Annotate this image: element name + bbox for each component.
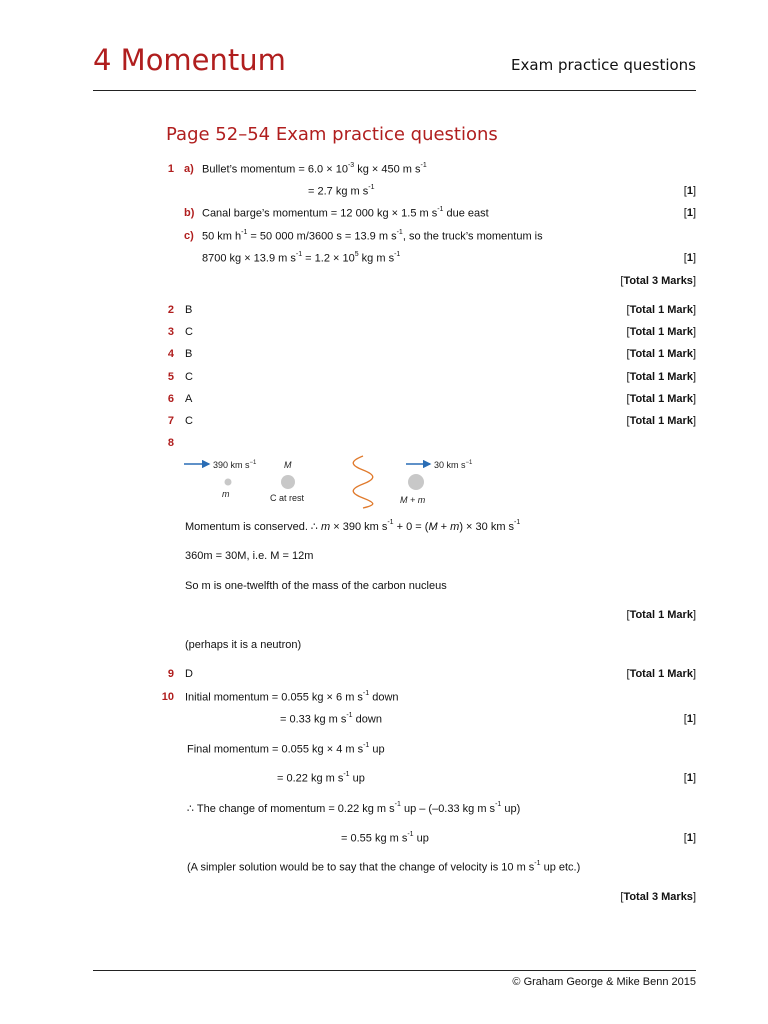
- question-number-2: 2: [167, 304, 174, 316]
- q8-line1: Momentum is conserved. ∴ m × 390 km $s^{-1} + 0 = (M + m) \times 30$ km $s^{-1}$: [185, 519, 521, 533]
- q1-total: [Total 3 Marks]: [620, 275, 696, 287]
- q10-line7: (A simpler solution would be to say that the change of velocity is 10 m $s^{-1}$ up etc.): [187, 860, 581, 874]
- q7-total: [Total 1 Mark]: [626, 415, 696, 427]
- carbon-nucleus: [281, 475, 295, 489]
- q6-total: [Total 1 Mark]: [626, 393, 696, 405]
- question-number-6: 6: [167, 393, 174, 405]
- q4-total: [Total 1 Mark]: [626, 348, 696, 360]
- question-number-1: 1: [167, 163, 174, 175]
- q3-total: [Total 1 Mark]: [626, 326, 696, 338]
- q1-part-c-line1: 50 km $h^{-1} = 50$ 000 m/3600 s = 13.9 m $s^{-1}$, so the truck’s momentum is: [202, 229, 543, 243]
- q8-total: [Total 1 Mark]: [626, 609, 696, 621]
- q1-part-a-label: a): [184, 163, 194, 175]
- right-speed-label: 30 km $s^{-1}$: [434, 460, 473, 470]
- q8-line2: 360m = 30M, i.e. M = 12m: [185, 550, 314, 562]
- left-speed-label: 390 km $s^{-1}$: [213, 460, 257, 470]
- answer-4: B: [185, 348, 193, 360]
- q8-line3: So m is one-twelfth of the mass of the carbon nucleus: [185, 580, 447, 592]
- mass-M-label: M: [284, 460, 292, 470]
- copyright: © Graham George & Mike Benn 2015: [512, 976, 696, 988]
- mark-1: [1]: [683, 832, 696, 844]
- question-number-10: 10: [161, 691, 174, 703]
- q1-part-b-line: Canal barge’s momentum = 12 000 kg × 1.5 m $s^{-1}$ due east: [202, 206, 489, 220]
- q5-total: [Total 1 Mark]: [626, 371, 696, 383]
- rest-label: C at rest: [270, 493, 305, 503]
- answer-2: B: [185, 304, 193, 316]
- q1-part-c-label: c): [184, 230, 194, 242]
- page-title: 4 Momentum: [93, 43, 286, 77]
- q10-total: [Total 3 Marks]: [620, 891, 696, 903]
- collision-diagram: [180, 453, 480, 509]
- mass-m-label: m: [222, 489, 230, 499]
- q10-line3: Final momentum = 0.055 kg × 4 m $s^{-1}$ up: [187, 742, 385, 756]
- page-subtitle: Exam practice questions: [511, 56, 696, 74]
- answer-5: C: [185, 371, 193, 383]
- mark-1: [1]: [683, 713, 696, 725]
- q1-part-a-line2: = 2.7 kg m $s^{-1}$: [308, 184, 375, 198]
- q10-line1: Initial momentum = 0.055 kg × 6 m $s^{-1}$ down: [185, 690, 399, 704]
- particle-m: [225, 479, 232, 486]
- mark-1: [1]: [683, 185, 696, 197]
- question-number-8: 8: [167, 437, 174, 449]
- q1-part-c-line2: 8700 kg × 13.9 m $s^{-1} = 1.2 \times 10^5$ kg m $s^{-1}$: [202, 251, 401, 265]
- question-number-9: 9: [167, 668, 174, 680]
- q1-part-a-line1: Bullet’s momentum = $6.0 \times 10^{-3}$ kg × 450 m $s^{-1}$: [202, 162, 427, 176]
- question-number-4: 4: [167, 348, 174, 360]
- mark-1: [1]: [683, 772, 696, 784]
- question-number-3: 3: [167, 326, 174, 338]
- q10-line4: = 0.22 kg m $s^{-1}$ up: [277, 771, 365, 785]
- answer-6: A: [185, 393, 193, 405]
- answer-3: C: [185, 326, 193, 338]
- q9-total: [Total 1 Mark]: [626, 668, 696, 680]
- footer-divider: [93, 970, 696, 971]
- question-number-5: 5: [167, 371, 174, 383]
- q8-note: (perhaps it is a neutron): [185, 639, 302, 651]
- q10-line5: ∴ The change of momentum = 0.22 kg m $s^{-1}$ up – (–0.33 kg m $s^{-1}$ up): [187, 801, 521, 815]
- answer-9: D: [185, 668, 193, 680]
- mark-1: [1]: [683, 252, 696, 264]
- q10-line6: = 0.55 kg m $s^{-1}$ up: [341, 831, 429, 845]
- q10-line2: = 0.33 kg m $s^{-1}$ down: [280, 712, 382, 726]
- spring-separator: [353, 456, 373, 508]
- combined-nucleus: [408, 474, 424, 490]
- answer-7: C: [185, 415, 193, 427]
- header-divider: [93, 90, 696, 91]
- q2-total: [Total 1 Mark]: [626, 304, 696, 316]
- section-heading: Page 52–54 Exam practice questions: [166, 124, 498, 145]
- combined-label: M + m: [400, 495, 426, 505]
- q1-part-b-label: b): [184, 207, 195, 219]
- mark-1: [1]: [683, 207, 696, 219]
- question-number-7: 7: [167, 415, 174, 427]
